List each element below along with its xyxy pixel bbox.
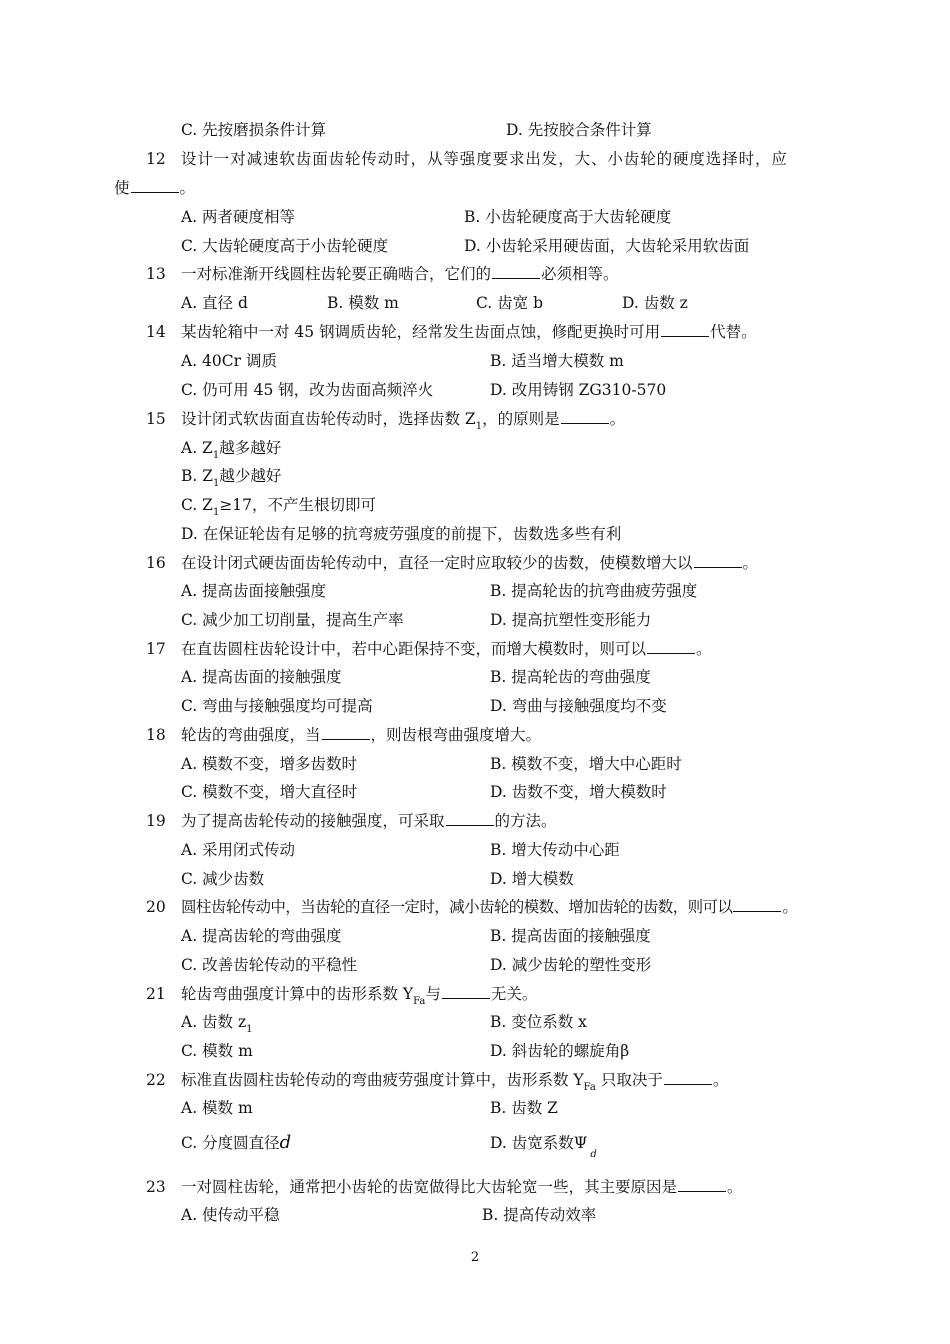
q22-d-sub: d — [590, 1149, 597, 1160]
q18-option-d: D. 齿数不变，增大模数时 — [490, 783, 667, 801]
q17-text-pre: 在直齿圆柱齿轮设计中，若中心距保持不变，而增大模数时，则可以 — [181, 640, 647, 658]
answer-blank — [664, 1070, 712, 1085]
q21-a-pre: A. 齿数 z — [181, 1013, 247, 1031]
q13-option-b: B. 模数 m — [327, 294, 399, 312]
q15-b-post: 越少越好 — [219, 467, 282, 485]
q22-d-pre: D. 齿宽系数Ψ — [490, 1134, 588, 1152]
q21-text-mid: 与 — [425, 985, 441, 1003]
q11-option-c: C. 先按磨损条件计算 — [181, 121, 327, 139]
q23-text-post: 。 — [727, 1178, 743, 1196]
q14-text-post: 代替。 — [710, 323, 757, 341]
q22-text — [181, 1070, 728, 1093]
q20-text-post: 。 — [782, 898, 798, 916]
answer-blank — [131, 178, 179, 193]
q14-text-pre: 某齿轮箱中一对 45 钢调质齿轮，经常发生齿面点蚀，修配更换时可用 — [181, 323, 661, 341]
q21-option-a — [181, 1012, 253, 1035]
q21-text-pre: 轮齿弯曲强度计算中的齿形系数 Y — [181, 985, 414, 1003]
q22-text-pre: 标准直齿圆柱齿轮传动的弯曲疲劳强度计算中，齿形系数 Y — [181, 1071, 584, 1089]
q16-option-b: B. 提高轮齿的抗弯曲疲劳强度 — [490, 582, 698, 600]
q13-option-c: C. 齿宽 b — [476, 294, 544, 312]
q20-number: 20 — [146, 898, 166, 916]
answer-blank — [492, 264, 540, 279]
q17-option-c: C. 弯曲与接触强度均可提高 — [181, 697, 373, 715]
q14-option-a: A. 40Cr 调质 — [181, 352, 277, 370]
q19-option-d: D. 增大模数 — [490, 870, 574, 888]
q22-number: 22 — [146, 1071, 166, 1089]
q18-text-post: ，则齿根弯曲强度增大。 — [370, 726, 542, 744]
q15-a-post: 越多越好 — [219, 439, 282, 457]
q15-number: 15 — [146, 410, 166, 428]
q12-option-a: A. 两者硬度相等 — [181, 208, 296, 226]
q15-c-post: ≥17，不产生根切即可 — [219, 496, 377, 514]
q16-option-c: C. 减少加工切削量，提高生产率 — [181, 611, 404, 629]
q23-number: 23 — [146, 1178, 166, 1196]
answer-blank — [733, 897, 781, 912]
q22-text-subscript: Fa — [583, 1082, 596, 1093]
q17-option-b: B. 提高轮齿的弯曲强度 — [490, 668, 651, 686]
q23-text-pre: 一对圆柱齿轮，通常把小齿轮的齿宽做得比大齿轮宽一些，其主要原因是 — [181, 1178, 678, 1196]
q14-option-c: C. 仍可用 45 钢，改为齿面高频淬火 — [181, 381, 434, 399]
q15-b-pre: B. Z — [181, 467, 214, 485]
answer-blank — [647, 639, 695, 654]
q16-text-post: 。 — [742, 554, 759, 572]
q23-text — [181, 1177, 743, 1197]
q22-option-c — [181, 1133, 291, 1153]
answer-blank — [322, 725, 370, 740]
q16-option-d: D. 提高抗塑性变形能力 — [490, 611, 652, 629]
q16-number: 16 — [146, 554, 166, 572]
q18-option-c: C. 模数不变，增大直径时 — [181, 783, 358, 801]
q18-text — [181, 725, 541, 745]
q15-text-subscript: 1 — [475, 421, 483, 432]
q19-number: 19 — [146, 812, 166, 830]
answer-blank — [442, 984, 490, 999]
q19-text — [181, 811, 557, 831]
q21-text-subscript: Fa — [413, 996, 426, 1007]
q15-a-pre: A. Z — [181, 439, 213, 457]
page-number: 2 — [470, 1250, 480, 1265]
q17-number: 17 — [146, 640, 166, 658]
q16-text-pre: 在设计闭式硬齿面齿轮传动中，直径一定时应取较少的齿数，使模数增大以 — [181, 554, 693, 572]
q22-text-mid: 只取决于 — [595, 1071, 663, 1089]
q18-text-pre: 轮齿的弯曲强度，当 — [181, 726, 321, 744]
q12-option-c: C. 大齿轮硬度高于小齿轮硬度 — [181, 237, 389, 255]
q13-number: 13 — [146, 265, 166, 283]
q19-text-pre: 为了提高齿轮传动的接触强度，可采取 — [181, 812, 445, 830]
q14-option-d: D. 改用铸钢 ZG310-570 — [490, 381, 667, 399]
q12-text-cont — [114, 178, 195, 198]
q15-text-post: 。 — [609, 410, 626, 428]
q15-b-sub: 1 — [213, 478, 220, 489]
q16-text — [181, 553, 758, 573]
q21-a-sub: 1 — [246, 1024, 253, 1035]
q23-option-b: B. 提高传动效率 — [482, 1206, 597, 1224]
q21-text — [181, 984, 537, 1007]
q20-option-b: B. 提高齿面的接触强度 — [490, 927, 651, 945]
q13-text-pre: 一对标准渐开线圆柱齿轮要正确啮合，它们的 — [181, 265, 492, 283]
q22-option-a: A. 模数 m — [181, 1099, 253, 1117]
q12-option-b: B. 小齿轮硬度高于大齿轮硬度 — [464, 208, 672, 226]
q14-text — [181, 322, 757, 342]
q13-option-d: D. 齿数 z — [622, 294, 688, 312]
q16-option-a: A. 提高齿面接触强度 — [181, 582, 327, 600]
q11-option-d: D. 先按胶合条件计算 — [506, 121, 652, 139]
q17-text-post: 。 — [696, 640, 712, 658]
q17-option-d: D. 弯曲与接触强度均不变 — [490, 697, 667, 715]
q14-number: 14 — [146, 323, 166, 341]
q12-number: 12 — [146, 150, 166, 168]
q12-option-d: D. 小齿轮采用硬齿面，大齿轮采用软齿面 — [464, 237, 750, 255]
q15-a-sub: 1 — [212, 450, 220, 461]
q13-text-post: 必须相等。 — [541, 265, 619, 283]
q15-c-sub: 1 — [212, 507, 220, 518]
q21-option-b: B. 变位系数 x — [490, 1013, 587, 1031]
q23-option-a: A. 使传动平稳 — [181, 1206, 280, 1224]
q17-text — [181, 639, 712, 659]
q19-option-b: B. 增大传动中心距 — [490, 841, 620, 859]
q18-number: 18 — [146, 726, 166, 744]
q21-text-post: 无关。 — [490, 985, 538, 1003]
q12-text-cont-pre: 使 — [114, 179, 130, 197]
q18-option-b: B. 模数不变，增大中心距时 — [490, 755, 682, 773]
q15-text-pre: 设计闭式软齿面直齿轮传动时，选择齿数 Z — [181, 410, 476, 428]
q19-option-c: C. 减少齿数 — [181, 870, 265, 888]
q15-c-pre: C. Z — [181, 496, 213, 514]
q17-option-a: A. 提高齿面的接触强度 — [181, 668, 342, 686]
answer-blank — [446, 811, 494, 826]
q12-text: 设计一对减速软齿面齿轮传动时，从等强度要求出发，大、小齿轮的硬度选择时，应 — [181, 150, 788, 168]
q20-text-pre: 圆柱齿轮传动中，当齿轮的直径一定时，减小齿轮的模数、增加齿轮的齿数，则可以 — [181, 898, 733, 916]
q12-text-cont-post: 。 — [179, 179, 196, 197]
answer-blank — [661, 322, 709, 337]
q20-text — [181, 897, 798, 917]
q22-option-b: B. 齿数 Z — [490, 1099, 558, 1117]
q13-text — [181, 264, 619, 284]
q20-option-c: C. 改善齿轮传动的平稳性 — [181, 956, 358, 974]
q19-option-a: A. 采用闭式传动 — [181, 841, 296, 859]
q21-option-c: C. 模数 m — [181, 1042, 253, 1060]
q15-text-mid: ，的原则是 — [482, 410, 560, 428]
answer-blank — [678, 1177, 726, 1192]
q15-option-a-text — [181, 438, 281, 461]
q15-option-d-text: D. 在保证轮齿有足够的抗弯疲劳强度的前提下，齿数选多些有利 — [181, 525, 622, 543]
q13-option-a: A. 直径 d — [181, 294, 248, 312]
q14-option-b: B. 适当增大模数 m — [490, 352, 624, 370]
answer-blank — [694, 553, 742, 568]
q22-option-d — [490, 1133, 597, 1160]
q20-option-a: A. 提高齿轮的弯曲强度 — [181, 927, 342, 945]
q15-option-b-text — [181, 466, 281, 489]
q21-option-d: D. 斜齿轮的螺旋角β — [490, 1042, 630, 1060]
q18-option-a: A. 模数不变，增多齿数时 — [181, 755, 358, 773]
q19-text-post: 的方法。 — [494, 812, 557, 830]
q22-c-pre: C. 分度圆直径 — [181, 1134, 280, 1152]
q22-c-variable: d — [279, 1132, 292, 1153]
q15-option-c-text — [181, 495, 376, 518]
answer-blank — [561, 409, 609, 424]
q15-text — [181, 409, 625, 432]
q20-option-d: D. 减少齿轮的塑性变形 — [490, 956, 652, 974]
q22-text-post: 。 — [712, 1071, 729, 1089]
q21-number: 21 — [146, 985, 166, 1003]
